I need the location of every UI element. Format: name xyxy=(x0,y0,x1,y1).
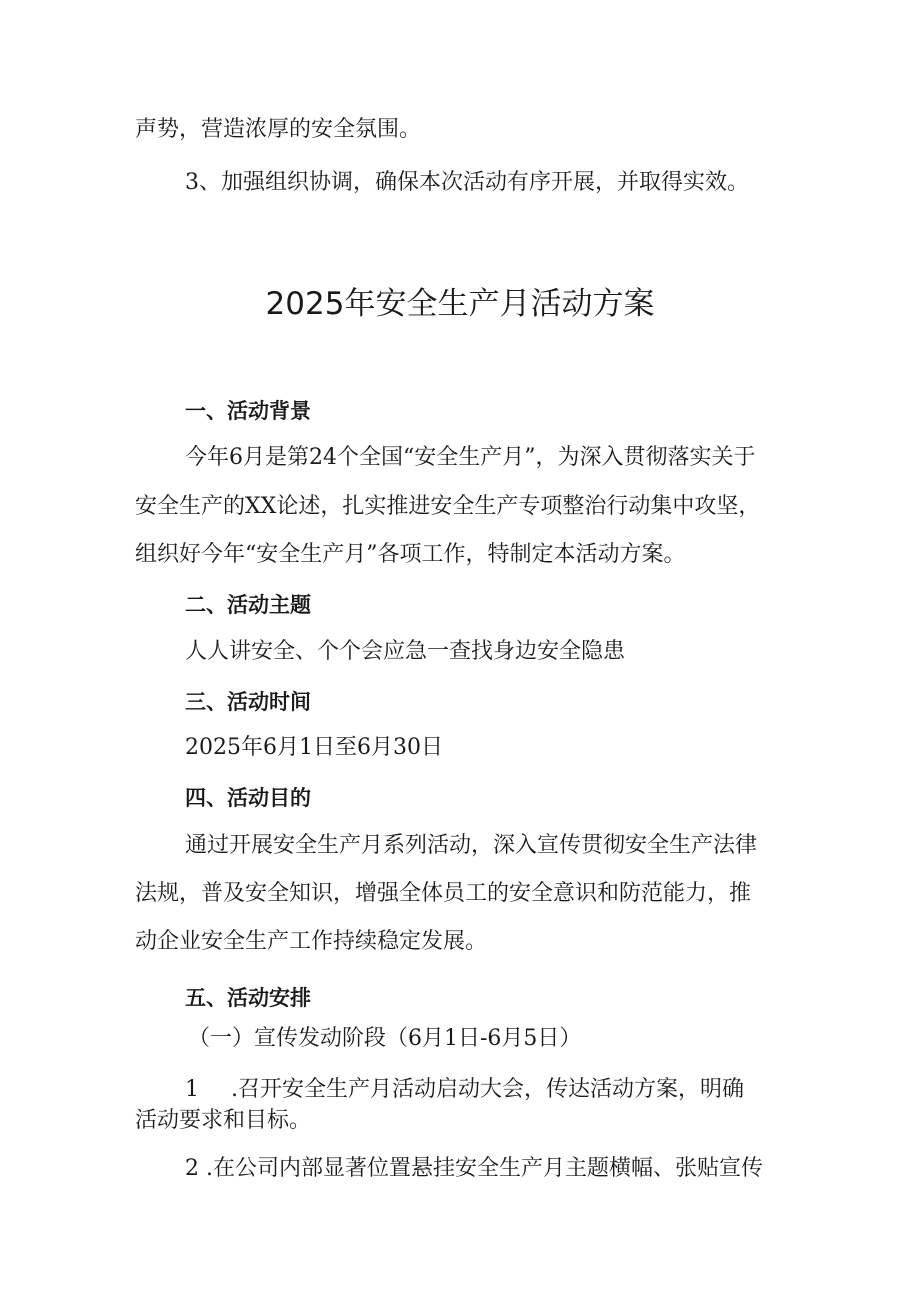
time-text: 2025年6月1日至6月30日 xyxy=(185,735,443,760)
section-heading-arrangement: 五、活动安排 xyxy=(185,986,311,1010)
prev-text-line-1: 声势，营造浓厚的安全氛围。 xyxy=(135,117,422,142)
prev-text-line-2: 3、加强组织协调，确保本次活动有序开展，并取得实效。 xyxy=(185,170,749,195)
theme-text: 人人讲安全、个个会应急一查找身边安全隐患 xyxy=(185,639,626,664)
item-1-text: .召开安全生产月活动启动大会，传达活动方案，明确 xyxy=(231,1077,744,1102)
section-heading-purpose: 四、活动目的 xyxy=(185,786,311,810)
item-1-number: 1 xyxy=(185,1077,199,1102)
item-2-line-1: 2 .在公司内部显著位置悬挂安全生产月主题横幅、张贴宣传 xyxy=(185,1156,763,1181)
background-line-3: 组织好今年“安全生产月”各项工作，特制定本活动方案。 xyxy=(135,542,686,567)
purpose-line-2: 法规，普及安全知识，增强全体员工的安全意识和防范能力，推 xyxy=(135,881,752,906)
background-line-2: 安全生产的XX论述，扎实推进安全生产专项整治行动集中攻坚， xyxy=(135,494,761,519)
purpose-line-1: 通过开展安全生产月系列活动，深入宣传贯彻安全生产法律 xyxy=(185,833,758,858)
purpose-line-3: 动企业安全生产工作持续稳定发展。 xyxy=(135,929,488,954)
item-1-line-1 xyxy=(185,1075,744,1105)
section-heading-time: 三、活动时间 xyxy=(185,690,311,714)
background-line-1: 今年6月是第24个全国“安全生产月”，为深入贯彻落实关于 xyxy=(185,445,756,470)
section-heading-background: 一、活动背景 xyxy=(185,399,311,423)
phase-1-heading: （一）宣传发动阶段（6月1日-6月5日） xyxy=(188,1026,582,1051)
document-title: 2025年安全生产月活动方案 xyxy=(265,286,655,322)
section-heading-theme: 二、活动主题 xyxy=(185,593,311,617)
item-1-line-2: 活动要求和目标。 xyxy=(135,1108,312,1133)
